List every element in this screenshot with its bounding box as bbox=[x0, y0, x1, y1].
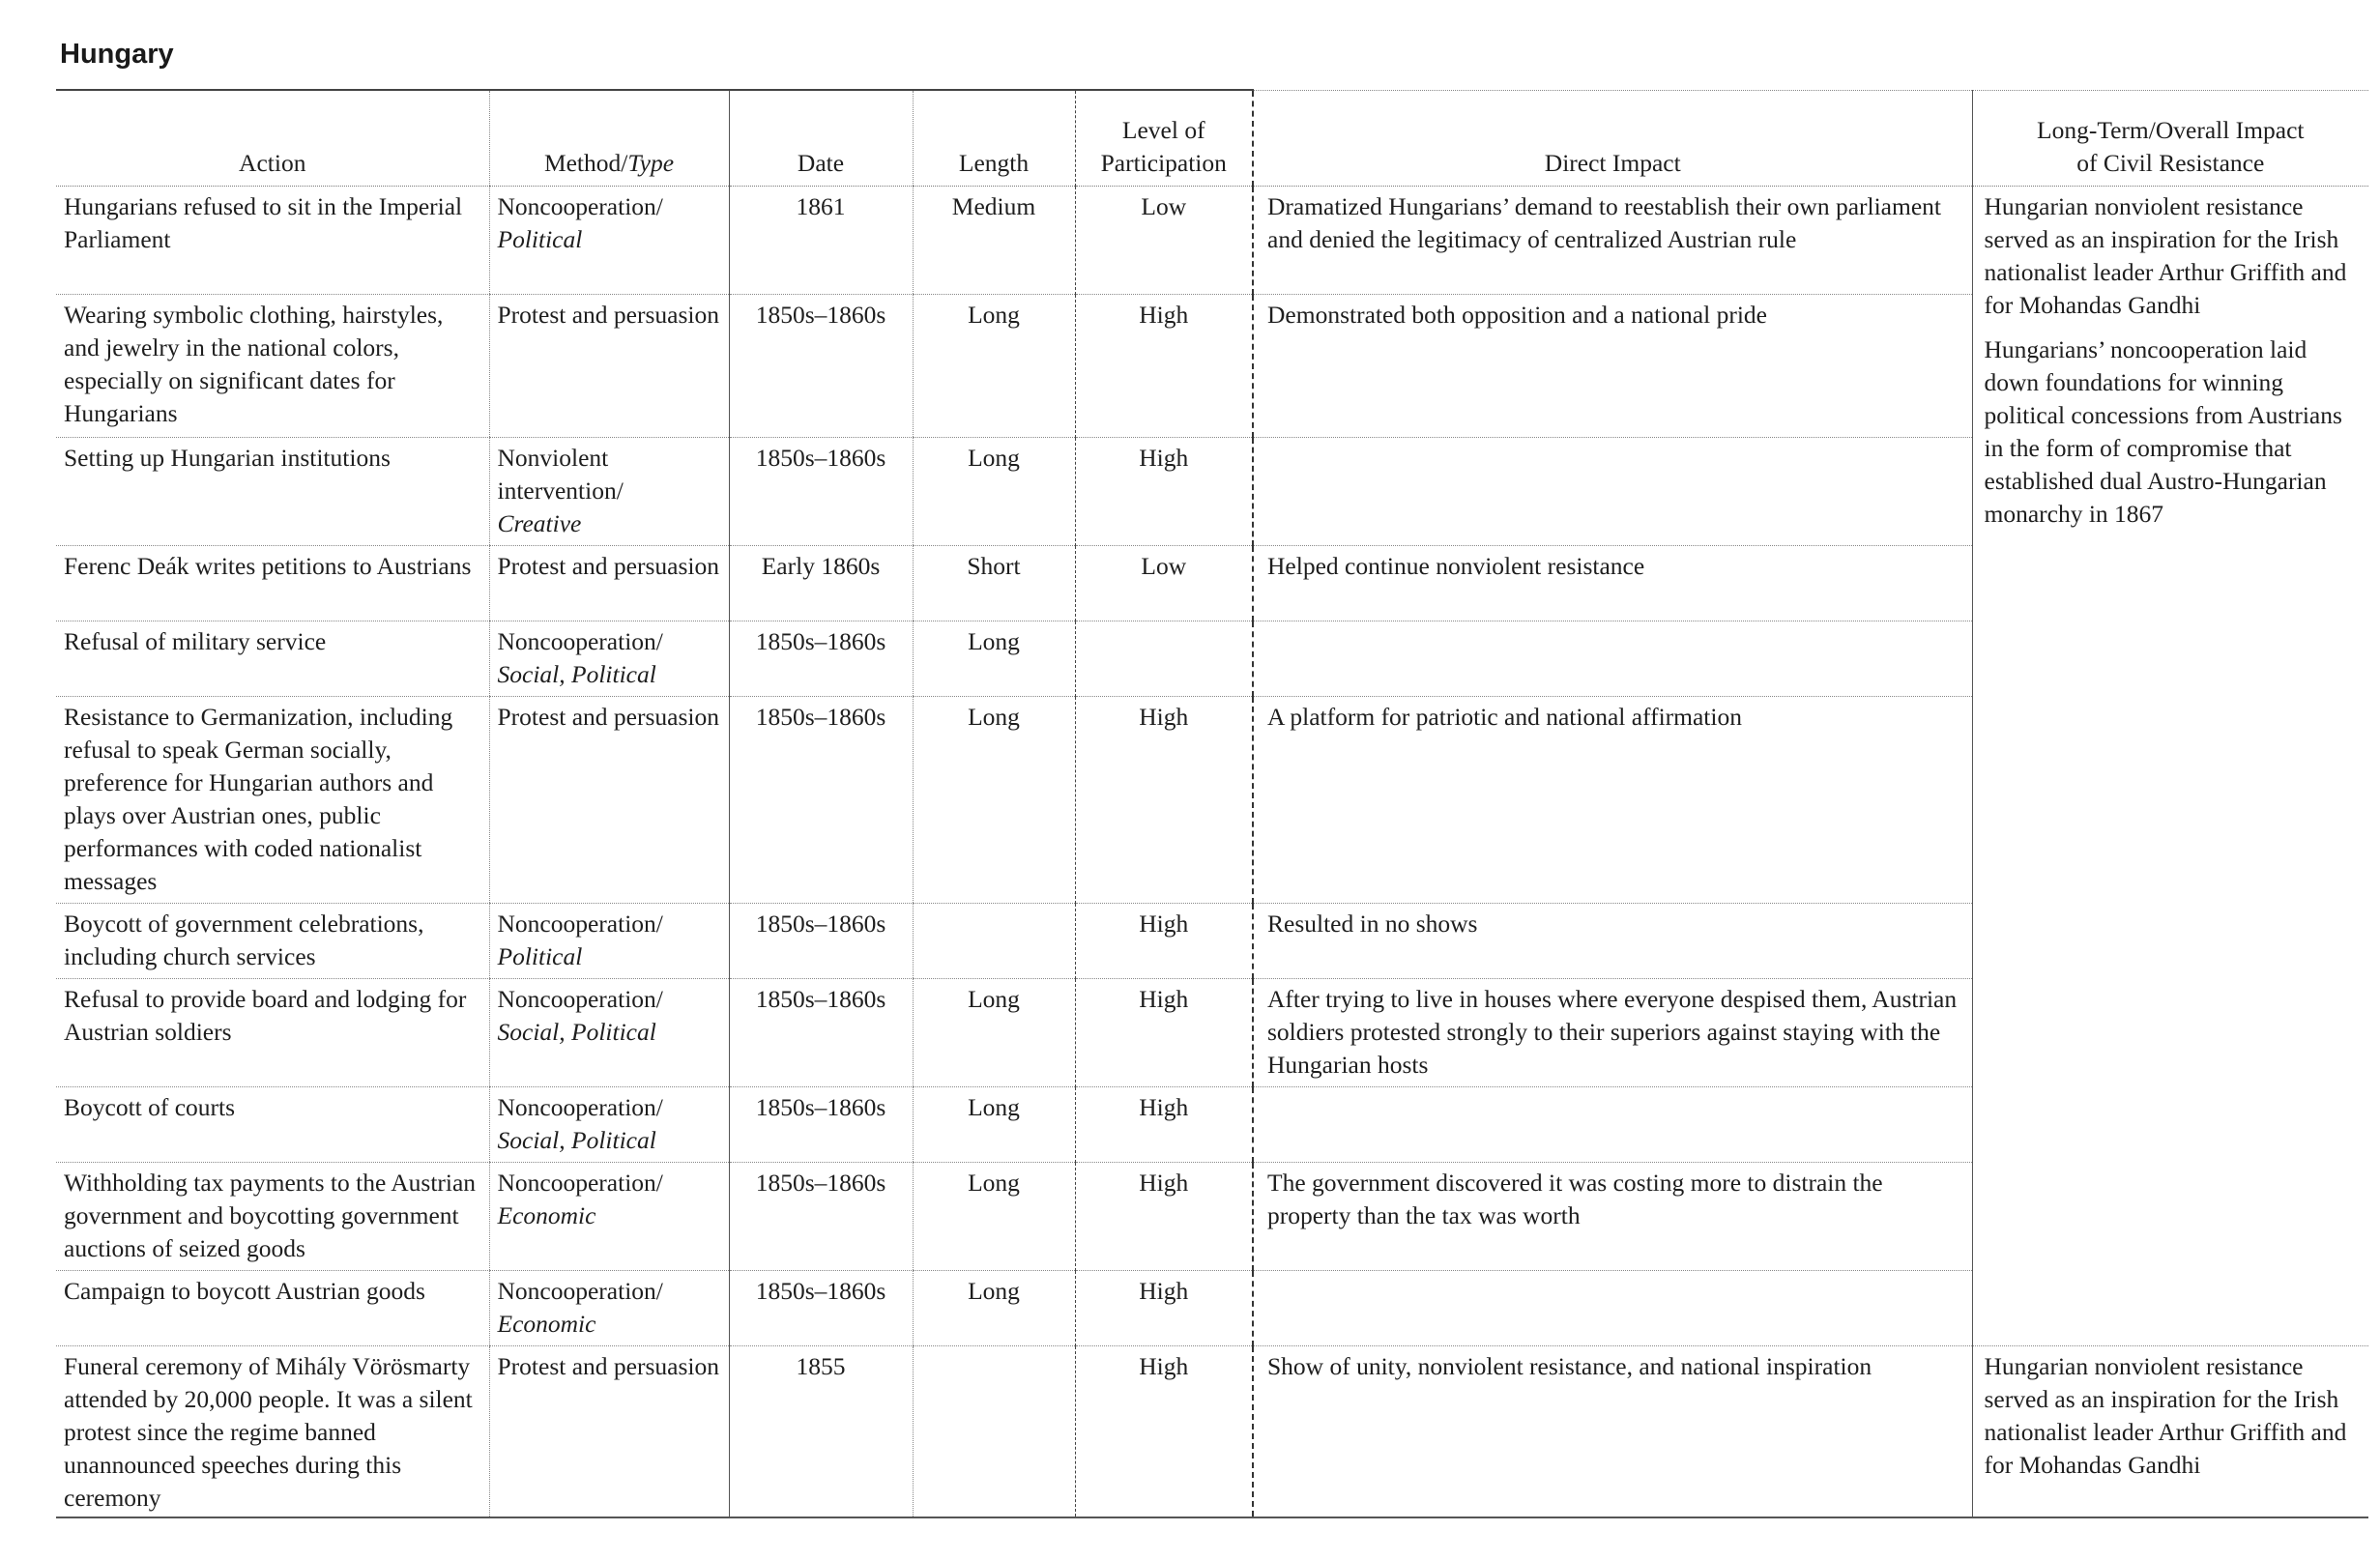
method-type: Social, Political bbox=[497, 1126, 656, 1154]
cell-length: Long bbox=[913, 1087, 1075, 1163]
cell-method bbox=[489, 1346, 729, 1518]
cell-direct-impact: A platform for patriotic and national affirmation bbox=[1253, 697, 1972, 904]
method-type: Social, Political bbox=[497, 1018, 656, 1046]
cell-level: High bbox=[1075, 438, 1253, 546]
cell-method bbox=[489, 1163, 729, 1271]
cell-length: Long bbox=[913, 697, 1075, 904]
cell-action: Campaign to boycott Austrian goods bbox=[56, 1271, 489, 1346]
cell-date: 1850s–1860s bbox=[729, 621, 913, 697]
cell-action: Hungarians refused to sit in the Imperial Parliament bbox=[56, 187, 489, 295]
cell-date: 1850s–1860s bbox=[729, 979, 913, 1087]
method-type: Economic bbox=[497, 1310, 596, 1338]
cell-method bbox=[489, 438, 729, 546]
cell-action: Funeral ceremony of Mihály Vörösmarty attended by 20,000 people. It was a silent protest since the regime banned unannounced speeches during this ceremony bbox=[56, 1346, 489, 1518]
cell-level: High bbox=[1075, 1087, 1253, 1163]
cell-level: High bbox=[1075, 979, 1253, 1087]
cell-length: Long bbox=[913, 1271, 1075, 1346]
cell-method bbox=[489, 621, 729, 697]
cell-direct-impact: Dramatized Hungarians’ demand to reestablish their own parliament and denied the legitimacy of centralized Austrian rule bbox=[1253, 187, 1972, 295]
header-direct-impact: Direct Impact bbox=[1253, 90, 1972, 187]
method-type: Economic bbox=[497, 1201, 596, 1229]
cell-action: Resistance to Germanization, including refusal to speak German socially, preference for Hungarian authors and plays over Austrian ones, public performances with coded nationalist messages bbox=[56, 697, 489, 904]
cell-direct-impact bbox=[1253, 1087, 1972, 1163]
long-term-paragraph: Hungarian nonviolent resistance served as an inspiration for the Irish nationalist leader Arthur Griffith and for Mohandas Gandhi bbox=[1984, 192, 2347, 319]
table-row bbox=[56, 187, 2368, 295]
resistance-table bbox=[56, 89, 2368, 1518]
cell-action: Refusal of military service bbox=[56, 621, 489, 697]
cell-date: 1850s–1860s bbox=[729, 904, 913, 979]
cell-length: Short bbox=[913, 546, 1075, 621]
cell-direct-impact: After trying to live in houses where everyone despised them, Austrian soldiers protested strongly to their superiors against staying with the Hungarian hosts bbox=[1253, 979, 1972, 1087]
cell-long-term-impact: Hungarian nonviolent resistance served as an inspiration for the Irish nationalist leader Arthur Griffith and for Mohandas Gandhi bbox=[1972, 1346, 2368, 1518]
cell-length: Long bbox=[913, 438, 1075, 546]
cell-action: Setting up Hungarian institutions bbox=[56, 438, 489, 546]
header-action: Action bbox=[56, 90, 489, 187]
header-length: Length bbox=[913, 90, 1075, 187]
cell-length: Long bbox=[913, 621, 1075, 697]
method-text: Noncooperation/ bbox=[497, 1277, 663, 1305]
cell-method bbox=[489, 1271, 729, 1346]
cell-method bbox=[489, 187, 729, 295]
cell-method bbox=[489, 697, 729, 904]
cell-direct-impact: Resulted in no shows bbox=[1253, 904, 1972, 979]
cell-date: 1855 bbox=[729, 1346, 913, 1518]
cell-length: Medium bbox=[913, 187, 1075, 295]
cell-level: High bbox=[1075, 1163, 1253, 1271]
cell-direct-impact: Helped continue nonviolent resistance bbox=[1253, 546, 1972, 621]
method-type: Political bbox=[497, 225, 583, 253]
header-method: Method/Type bbox=[489, 90, 729, 187]
cell-direct-impact: Show of unity, nonviolent resistance, and national inspiration bbox=[1253, 1346, 1972, 1518]
cell-method bbox=[489, 1087, 729, 1163]
method-text: Protest and persuasion bbox=[497, 703, 719, 731]
cell-action: Withholding tax payments to the Austrian government and boycotting government auctions of seized goods bbox=[56, 1163, 489, 1271]
cell-action: Refusal to provide board and lodging for Austrian soldiers bbox=[56, 979, 489, 1087]
cell-method bbox=[489, 546, 729, 621]
method-text: Protest and persuasion bbox=[497, 1352, 719, 1380]
method-text: Noncooperation/ bbox=[497, 627, 663, 655]
cell-action: Boycott of courts bbox=[56, 1087, 489, 1163]
cell-direct-impact bbox=[1253, 1271, 1972, 1346]
method-text: Nonviolent intervention/ bbox=[497, 444, 624, 505]
method-type: Social, Political bbox=[497, 660, 656, 688]
method-text: Noncooperation/ bbox=[497, 1169, 663, 1197]
cell-length: Long bbox=[913, 295, 1075, 438]
cell-action: Ferenc Deák writes petitions to Austrians bbox=[56, 546, 489, 621]
table-row bbox=[56, 1346, 2368, 1518]
cell-length bbox=[913, 904, 1075, 979]
cell-date: 1861 bbox=[729, 187, 913, 295]
method-text: Noncooperation/ bbox=[497, 192, 663, 220]
cell-length bbox=[913, 1346, 1075, 1518]
header-long-term-impact: Long-Term/Overall Impact of Civil Resistance bbox=[1972, 90, 2368, 187]
cell-date: 1850s–1860s bbox=[729, 1271, 913, 1346]
method-text: Noncooperation/ bbox=[497, 1093, 663, 1121]
cell-long-term-impact bbox=[1972, 187, 2368, 1346]
method-text: Protest and persuasion bbox=[497, 301, 719, 329]
cell-level: Low bbox=[1075, 546, 1253, 621]
cell-date: 1850s–1860s bbox=[729, 438, 913, 546]
cell-date: 1850s–1860s bbox=[729, 295, 913, 438]
cell-length: Long bbox=[913, 979, 1075, 1087]
method-text: Protest and persuasion bbox=[497, 552, 719, 580]
cell-level bbox=[1075, 621, 1253, 697]
long-term-paragraph: Hungarians’ noncooperation laid down foundations for winning political concessions from Austrians in the form of compromise that established dual Austro-Hungarian monarchy in 1867 bbox=[1984, 335, 2342, 528]
cell-action: Boycott of government celebrations, including church services bbox=[56, 904, 489, 979]
cell-level: Low bbox=[1075, 187, 1253, 295]
cell-date: Early 1860s bbox=[729, 546, 913, 621]
method-text: Noncooperation/ bbox=[497, 910, 663, 938]
header-date: Date bbox=[729, 90, 913, 187]
cell-direct-impact bbox=[1253, 438, 1972, 546]
method-type: Creative bbox=[497, 509, 582, 537]
cell-action: Wearing symbolic clothing, hairstyles, and jewelry in the national colors, especially on significant dates for Hungarians bbox=[56, 295, 489, 438]
cell-level: High bbox=[1075, 1346, 1253, 1518]
cell-direct-impact: Demonstrated both opposition and a national pride bbox=[1253, 295, 1972, 438]
cell-level: High bbox=[1075, 697, 1253, 904]
method-text: Noncooperation/ bbox=[497, 985, 663, 1013]
cell-direct-impact: The government discovered it was costing more to distrain the property than the tax was worth bbox=[1253, 1163, 1972, 1271]
cell-date: 1850s–1860s bbox=[729, 697, 913, 904]
cell-method bbox=[489, 295, 729, 438]
cell-date: 1850s–1860s bbox=[729, 1087, 913, 1163]
cell-level: High bbox=[1075, 1271, 1253, 1346]
cell-date: 1850s–1860s bbox=[729, 1163, 913, 1271]
method-type: Political bbox=[497, 942, 583, 970]
cell-method bbox=[489, 904, 729, 979]
cell-level: High bbox=[1075, 295, 1253, 438]
cell-direct-impact bbox=[1253, 621, 1972, 697]
cell-length: Long bbox=[913, 1163, 1075, 1271]
header-level: Level of Participation bbox=[1075, 90, 1253, 187]
cell-method bbox=[489, 979, 729, 1087]
header-row bbox=[56, 90, 2368, 187]
cell-level: High bbox=[1075, 904, 1253, 979]
page-title: Hungary bbox=[60, 39, 174, 70]
